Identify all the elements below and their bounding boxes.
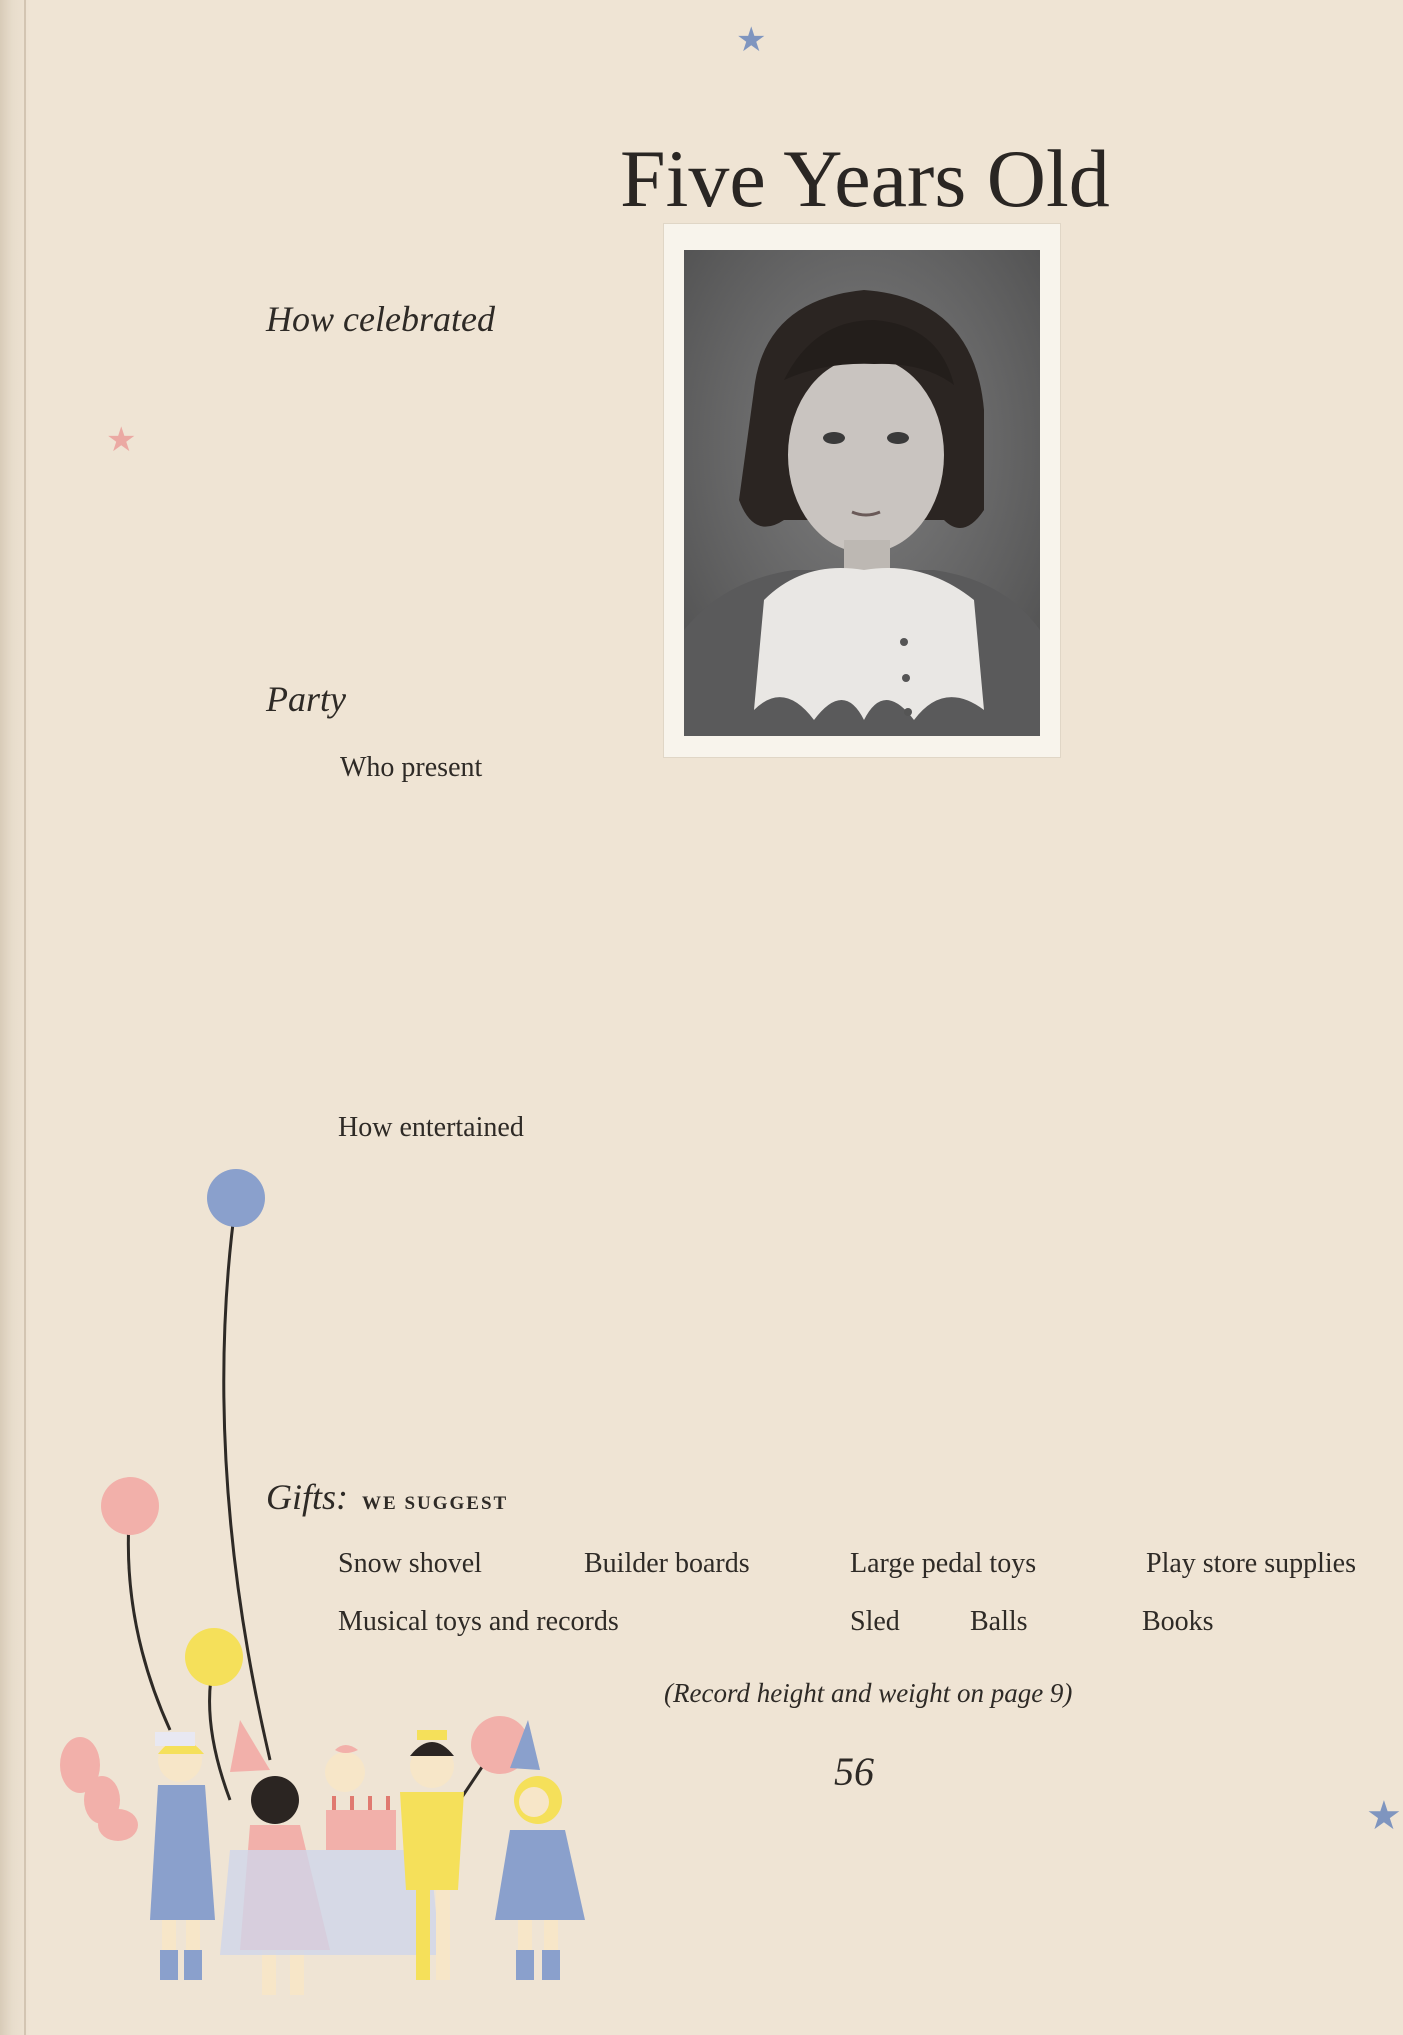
gift-item: Musical toys and records [338,1606,619,1637]
photo-mount [664,224,1060,757]
child-portrait-photo [684,250,1040,736]
balloon-pink [101,1477,159,1535]
gutter-line [24,0,26,2035]
gift-item: Snow shovel [338,1548,482,1579]
balloon-yellow [185,1628,243,1686]
star-icon-top: ★ [736,22,767,59]
portrait-image [684,250,1040,736]
page-number: 56 [834,1749,874,1794]
gift-item: Builder boards [584,1548,750,1579]
balloon-blue [207,1169,265,1227]
gift-item: Balls [970,1606,1028,1637]
star-icon-left: ★ [106,422,137,459]
gifts-subheading: WE SUGGEST [362,1493,509,1514]
how-celebrated-label: How celebrated [266,299,495,339]
gifts-heading: Gifts: [266,1477,349,1517]
gift-item: Play store supplies [1146,1548,1356,1579]
who-present-label: Who present [340,752,483,783]
gift-item: Books [1142,1606,1214,1637]
how-entertained-label: How entertained [338,1112,524,1143]
star-icon-right: ★ [1366,1793,1402,1838]
record-note: (Record height and weight on page 9) [664,1678,1073,1708]
party-label: Party [266,679,346,719]
party-children-illustration [40,1160,600,2010]
page-title: Five Years Old [620,133,1110,224]
gift-item: Large pedal toys [850,1548,1037,1579]
gift-item: Sled [850,1606,900,1637]
